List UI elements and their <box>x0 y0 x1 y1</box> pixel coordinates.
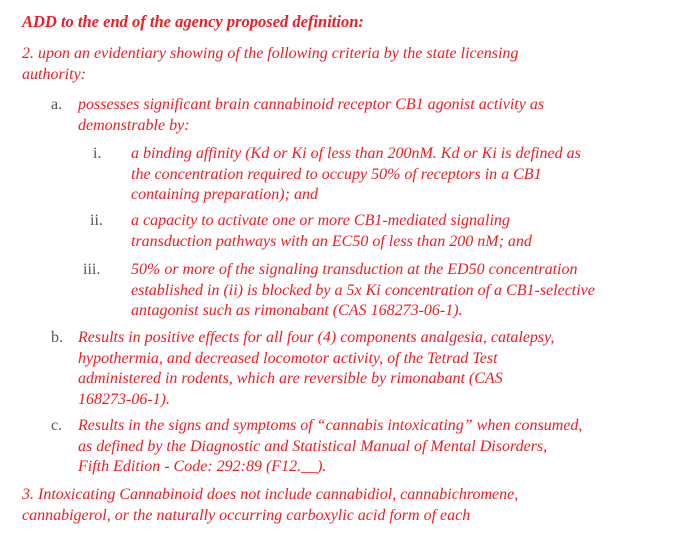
sub-item-i <box>0 144 680 206</box>
sub-marker-i: i. <box>93 145 102 162</box>
sub-marker-iii: iii. <box>83 261 101 278</box>
sub-item-i-line-2: the concentration required to occupy 50% of receptors in a CB1 <box>131 165 542 183</box>
sub-item-i-text <box>131 144 671 206</box>
list-item-c-text <box>78 416 676 478</box>
sub-item-i-line-1: a binding affinity (Kd or Ki of less than 200nM. Kd or Ki is defined as <box>131 145 581 162</box>
sub-item-i-line-3: containing preparation); and <box>131 186 318 203</box>
list-item-c-line-1: Results in the signs and symptoms of “cannabis intoxicating” when consumed, <box>78 417 583 434</box>
paragraph-2 <box>22 44 622 85</box>
list-item-a-line-2: demonstrable by: <box>78 116 190 134</box>
list-item-b-text <box>78 328 673 410</box>
list-item-b-line-3: administered in rodents, which are reversible by rimonabant (CAS <box>78 370 503 387</box>
list-marker-a: a. <box>51 96 63 113</box>
sub-item-iii-line-3: antagonist such as rimonabant (CAS 168273-06-1). <box>131 302 463 319</box>
list-item-b <box>0 328 680 412</box>
sub-item-iii-text <box>131 260 676 322</box>
list-item-a-line-1: possesses significant brain cannabinoid receptor CB1 agonist activity as <box>78 96 545 113</box>
sub-item-ii <box>0 211 680 253</box>
list-item-c <box>0 416 680 478</box>
sub-item-iii-line-2: established in (ii) is blocked by a 5x Ki concentration of a CB1-selective <box>131 281 595 299</box>
list-marker-b: b. <box>51 329 63 346</box>
sub-item-ii-text <box>131 211 671 252</box>
sub-item-ii-line-2: transduction pathways with an EC50 of less than 200 nM; and <box>131 232 532 250</box>
paragraph-2-line-1: 2. upon an evidentiary showing of the following criteria by the state licensing <box>22 45 519 62</box>
sub-item-ii-line-1: a capacity to activate one or more CB1-mediated signaling <box>131 212 510 229</box>
paragraph-3-line-1: 3. Intoxicating Cannabinoid does not include cannabidiol, cannabichromene, <box>22 486 519 503</box>
list-item-b-line-4: 168273-06-1). <box>78 390 170 408</box>
paragraph-3 <box>22 485 662 526</box>
list-item-c-line-2: as defined by the Diagnostic and Statistical Manual of Mental Disorders, <box>78 437 548 455</box>
sub-item-iii-line-1: 50% or more of the signaling transduction at the ED50 concentration <box>131 261 578 278</box>
list-item-a <box>0 95 680 137</box>
list-item-b-line-1: Results in positive effects for all four (4) components analgesia, catalepsy, <box>78 329 555 346</box>
list-item-c-line-3: Fifth Edition - Code: 292:89 (F12.__). <box>78 458 327 475</box>
paragraph-3-line-2: cannabigerol, or the naturally occurring carboxylic acid form of each <box>22 506 471 524</box>
list-marker-c: c. <box>51 417 63 434</box>
list-item-b-line-2: hypothermia, and decreased locomotor activity, of the Tetrad Test <box>78 349 498 367</box>
amendment-heading: ADD to the end of the agency proposed definition: <box>22 12 364 31</box>
sub-marker-ii: ii. <box>90 212 103 229</box>
paragraph-2-line-2: authority: <box>22 65 86 83</box>
sub-item-iii <box>0 260 680 322</box>
list-item-a-text <box>78 95 658 136</box>
